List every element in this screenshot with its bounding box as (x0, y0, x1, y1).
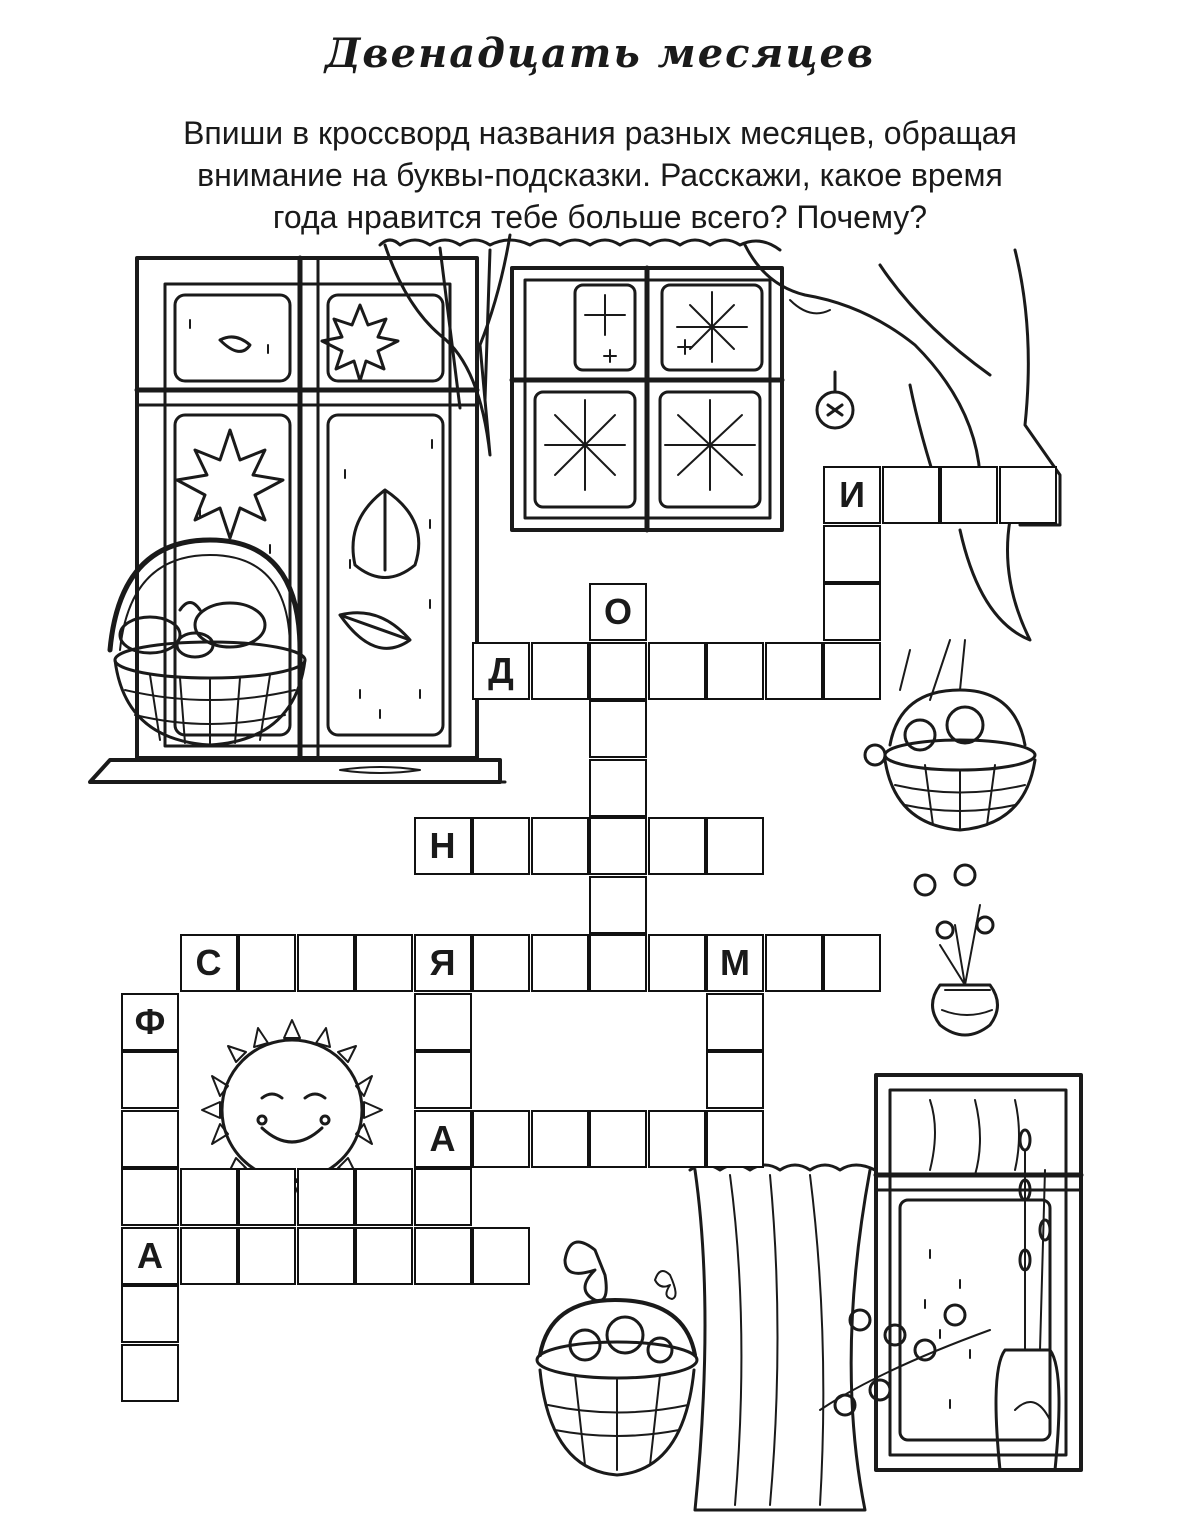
crossword-cell[interactable] (589, 1110, 647, 1168)
crossword-hint-cell[interactable] (472, 642, 530, 700)
crossword-cell[interactable] (589, 817, 647, 875)
crossword-cell[interactable] (297, 1227, 355, 1285)
page-title: Двенадцать месяцев (324, 30, 876, 77)
crossword-cell[interactable] (297, 1168, 355, 1226)
crossword-cell[interactable] (531, 1110, 589, 1168)
crossword-cell[interactable] (706, 993, 764, 1051)
crossword-cell[interactable] (472, 817, 530, 875)
instruction-line: года нравится тебе больше всего? Почему? (272, 199, 928, 235)
crossword-cell[interactable] (765, 934, 823, 992)
flower-vase (915, 865, 998, 1035)
crossword-hint-cell[interactable] (180, 934, 238, 992)
crossword-cell[interactable] (882, 466, 940, 524)
crossword-hint-cell[interactable] (414, 817, 472, 875)
snowflake-icon (545, 400, 625, 490)
crossword-cell[interactable] (121, 1110, 179, 1168)
berry-basket (537, 1242, 697, 1475)
instruction-line: Впиши в кроссворд названия разных месяцев, обращая (183, 115, 1017, 151)
hint-letter: О (603, 591, 632, 632)
crossword-hint-cell[interactable] (121, 1227, 179, 1285)
hint-letter: Н (429, 825, 456, 866)
crossword-cell[interactable] (589, 700, 647, 758)
crossword-cell[interactable] (706, 642, 764, 700)
crossword-cell[interactable] (121, 1051, 179, 1109)
butterfly-icon (565, 1242, 606, 1301)
maple-leaf-icon (177, 430, 283, 538)
leaf-icon (353, 490, 419, 578)
instruction-line: внимание на буквы-подсказки. Расскажи, какое время (197, 157, 1003, 193)
crossword-cell[interactable] (706, 817, 764, 875)
crossword-cell[interactable] (531, 642, 589, 700)
spring-window (876, 1075, 1081, 1470)
crossword-cell[interactable] (706, 1051, 764, 1109)
crossword-cell[interactable] (414, 1051, 472, 1109)
spring-curtain (690, 1165, 990, 1510)
crossword-cell[interactable] (999, 466, 1057, 524)
hint-letter: М (720, 942, 750, 983)
crossword-cell[interactable] (355, 1168, 413, 1226)
crossword-cell[interactable] (238, 934, 296, 992)
crossword-hint-cell[interactable] (589, 583, 647, 641)
crossword-cell[interactable] (940, 466, 998, 524)
crossword-cell[interactable] (765, 642, 823, 700)
hint-letter: Ф (134, 1000, 166, 1042)
crossword-hint-cell[interactable] (121, 993, 179, 1051)
crossword-cell[interactable] (238, 1227, 296, 1285)
crossword-cell[interactable] (472, 934, 530, 992)
curtain (380, 235, 1060, 640)
crossword-cell[interactable] (648, 642, 706, 700)
hint-letter: С (195, 942, 222, 983)
crossword-cell[interactable] (355, 1227, 413, 1285)
crossword-cell[interactable] (706, 1110, 764, 1168)
crossword-cell[interactable] (531, 934, 589, 992)
crossword-cell[interactable] (823, 934, 881, 992)
crossword-cell[interactable] (589, 876, 647, 934)
crossword-cell[interactable] (589, 642, 647, 700)
hint-letter: Я (429, 942, 456, 983)
hint-letter: И (839, 474, 865, 515)
fruit-basket (865, 640, 1035, 830)
crossword-cell[interactable] (648, 934, 706, 992)
crossword-cell[interactable] (180, 1227, 238, 1285)
crossword-cell[interactable] (823, 583, 881, 641)
crossword-cell[interactable] (823, 525, 881, 583)
crossword-hint-cell[interactable] (414, 934, 472, 992)
crossword-cell[interactable] (589, 759, 647, 817)
crossword-cell[interactable] (648, 817, 706, 875)
crossword-cell[interactable] (648, 1110, 706, 1168)
crossword-cell[interactable] (297, 934, 355, 992)
hint-letter: А (137, 1234, 163, 1276)
crossword-cell[interactable] (589, 934, 647, 992)
hint-letter: А (429, 1117, 456, 1159)
mushroom-basket (110, 540, 305, 745)
crossword-cell[interactable] (823, 642, 881, 700)
crossword-hint-cell[interactable] (823, 466, 881, 524)
crossword-cell[interactable] (121, 1285, 179, 1343)
crossword-cell[interactable] (121, 1344, 179, 1402)
crossword-cell[interactable] (238, 1168, 296, 1226)
winter-window (512, 268, 782, 530)
crossword-cell[interactable] (414, 993, 472, 1051)
crossword-cell[interactable] (414, 1168, 472, 1226)
crossword-hint-cell[interactable] (414, 1110, 472, 1168)
crossword-cell[interactable] (121, 1168, 179, 1226)
hint-letter: Д (488, 649, 514, 691)
crossword-cell[interactable] (414, 1227, 472, 1285)
crossword-cell[interactable] (531, 817, 589, 875)
crossword-cell[interactable] (472, 1110, 530, 1168)
crossword-cell[interactable] (180, 1168, 238, 1226)
crossword-cell[interactable] (472, 1227, 530, 1285)
crossword-hint-cell[interactable] (706, 934, 764, 992)
crossword-cell[interactable] (355, 934, 413, 992)
